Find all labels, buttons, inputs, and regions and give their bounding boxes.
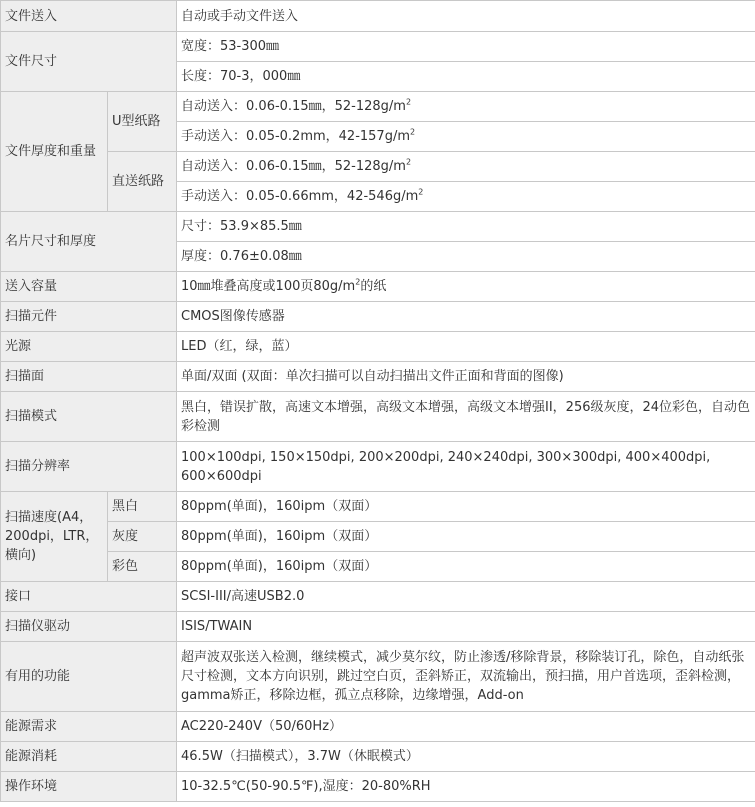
row-label: 扫描仪驱动 bbox=[1, 612, 177, 642]
row-value: 自动或手动文件送入 bbox=[177, 1, 755, 32]
sub-label: 直送纸路 bbox=[108, 152, 177, 212]
table-row bbox=[1, 152, 755, 182]
table-row bbox=[1, 362, 755, 392]
table-row bbox=[1, 712, 755, 742]
table-row bbox=[1, 32, 755, 62]
row-value: 80ppm(单面)，160ipm（双面） bbox=[177, 522, 755, 552]
row-value: 长度：70-3，000㎜ bbox=[177, 62, 755, 92]
table-row bbox=[1, 92, 755, 122]
table-row bbox=[1, 642, 755, 712]
superscript: 2 bbox=[410, 127, 416, 137]
row-label: 扫描分辨率 bbox=[1, 442, 177, 492]
row-value: AC220-240V（50/60Hz） bbox=[177, 712, 755, 742]
table-row bbox=[1, 492, 755, 522]
row-value: SCSI-III/高速USB2.0 bbox=[177, 582, 755, 612]
row-label: 操作环境 bbox=[1, 772, 177, 802]
row-value: 黑白，错误扩散，高速文本增强，高级文本增强，高级文本增强II，256级灰度，24位彩色，自动色彩检测 bbox=[177, 392, 755, 442]
row-value: 10-32.5℃(50-90.5℉),湿度：20-80%RH bbox=[177, 772, 755, 802]
row-label: 有用的功能 bbox=[1, 642, 177, 712]
value-text: 自动送入：0.06-0.15㎜，52-128g/m bbox=[181, 99, 406, 114]
row-label: 文件尺寸 bbox=[1, 32, 177, 92]
table-row bbox=[1, 442, 755, 492]
row-value: 单面/双面 (双面：单次扫描可以自动扫描出文件正面和背面的图像) bbox=[177, 362, 755, 392]
table-row bbox=[1, 1, 755, 32]
row-label: 文件送入 bbox=[1, 1, 177, 32]
table-row bbox=[1, 212, 755, 242]
row-value bbox=[177, 152, 755, 182]
table-row bbox=[1, 612, 755, 642]
table-row bbox=[1, 272, 755, 302]
superscript: 2 bbox=[418, 187, 424, 197]
table-row bbox=[1, 772, 755, 802]
row-label: 接口 bbox=[1, 582, 177, 612]
table-row bbox=[1, 582, 755, 612]
row-label: 扫描模式 bbox=[1, 392, 177, 442]
row-label: 扫描元件 bbox=[1, 302, 177, 332]
row-value: 46.5W（扫描模式），3.7W（休眠模式） bbox=[177, 742, 755, 772]
row-value bbox=[177, 272, 755, 302]
table-row bbox=[1, 742, 755, 772]
superscript: 2 bbox=[405, 157, 412, 167]
value-text: 手动送入：0.05-0.2mm，42-157g/m bbox=[181, 129, 410, 144]
row-label: 送入容量 bbox=[1, 272, 177, 302]
table-row bbox=[1, 302, 755, 332]
row-label: 扫描速度(A4，200dpi，LTR，横向) bbox=[1, 492, 108, 582]
row-value: 宽度：53-300㎜ bbox=[177, 32, 755, 62]
row-value: CMOS图像传感器 bbox=[177, 302, 755, 332]
value-text: 自动送入：0.06-0.15㎜，52-128g/m bbox=[181, 159, 406, 174]
superscript: 2 bbox=[405, 97, 412, 107]
row-value bbox=[177, 92, 755, 122]
table-row bbox=[1, 522, 755, 552]
row-label: 能源消耗 bbox=[1, 742, 177, 772]
superscript: 2 bbox=[355, 277, 361, 287]
value-text: 10㎜堆叠高度或100页80g/m bbox=[181, 279, 356, 294]
row-label: 扫描面 bbox=[1, 362, 177, 392]
row-value: 尺寸：53.9×85.5㎜ bbox=[177, 212, 755, 242]
row-label: 能源需求 bbox=[1, 712, 177, 742]
row-label: 文件厚度和重量 bbox=[1, 92, 108, 212]
sub-label: 黑白 bbox=[108, 492, 177, 522]
table-row bbox=[1, 392, 755, 442]
sub-label: U型纸路 bbox=[108, 92, 177, 152]
table-row bbox=[1, 332, 755, 362]
value-text: 手动送入：0.05-0.66mm，42-546g/m bbox=[181, 189, 419, 204]
row-value: 80ppm(单面)，160ipm（双面） bbox=[177, 552, 755, 582]
row-value: 100×100dpi, 150×150dpi, 200×200dpi, 240×240dpi, 300×300dpi, 400×400dpi, 600×600dpi bbox=[177, 442, 755, 492]
row-value bbox=[177, 182, 755, 212]
sub-label: 彩色 bbox=[108, 552, 177, 582]
row-value: 超声波双张送入检测，继续模式，减少莫尔纹，防止渗透/移除背景，移除装订孔，除色，自动纸张尺寸检测，文本方向识别，跳过空白页，歪斜矫正，双流输出，预扫描，用户首选项，歪斜检测，gamma矫正，移除边框，孤立点移除，边缘增强，Add-on bbox=[177, 642, 755, 712]
row-label: 名片尺寸和厚度 bbox=[1, 212, 177, 272]
row-value: ISIS/TWAIN bbox=[177, 612, 755, 642]
sub-label: 灰度 bbox=[108, 522, 177, 552]
row-value: 80ppm(单面)，160ipm（双面） bbox=[177, 492, 755, 522]
row-value: LED（红，绿，蓝） bbox=[177, 332, 755, 362]
row-value: 厚度：0.76±0.08㎜ bbox=[177, 242, 755, 272]
value-text: 的纸 bbox=[360, 279, 387, 294]
table-row bbox=[1, 552, 755, 582]
row-value bbox=[177, 122, 755, 152]
row-label: 光源 bbox=[1, 332, 177, 362]
